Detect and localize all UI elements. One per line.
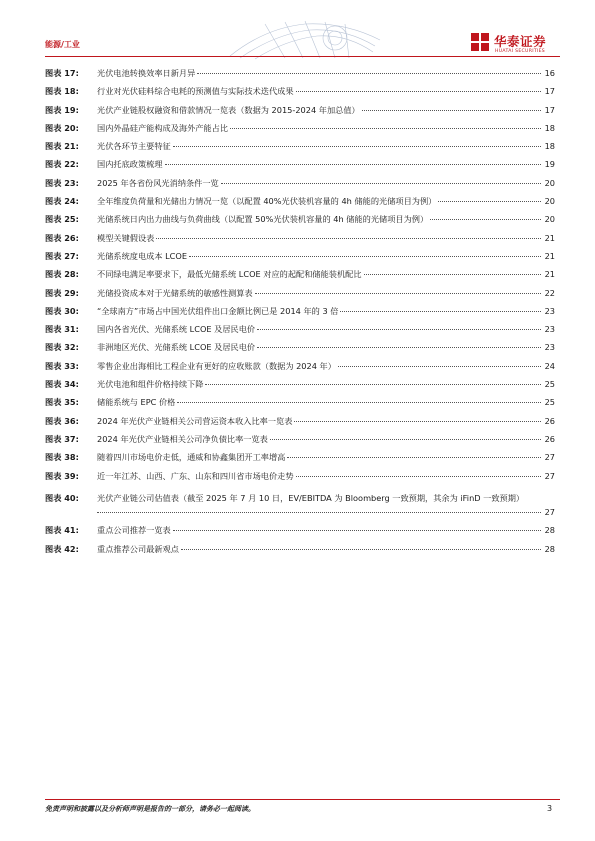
toc-label: 图表 20:	[45, 122, 79, 133]
toc-label: 图表 28:	[45, 269, 79, 280]
toc-entry[interactable]	[45, 306, 555, 324]
toc-leader	[338, 366, 541, 367]
toc-page: 20	[544, 214, 555, 225]
toc-page: 17	[544, 86, 555, 97]
toc-label: 图表 34:	[45, 379, 79, 390]
toc-entry[interactable]	[45, 105, 555, 123]
footer-divider	[45, 799, 560, 800]
toc-entry[interactable]	[45, 525, 555, 543]
toc-leader	[173, 530, 541, 531]
toc-entry[interactable]	[45, 86, 555, 104]
toc-title: 光伏电池和组件价格持续下降	[97, 379, 204, 390]
toc-label: 图表 18:	[45, 86, 79, 97]
toc-title: 2024 年光伏产业链相关公司净负债比率一览表	[97, 433, 268, 444]
header-decoration-icon	[225, 18, 385, 60]
toc-entry[interactable]	[45, 489, 555, 507]
toc-page: 20	[544, 177, 555, 188]
toc-leader	[181, 549, 541, 550]
toc-leader	[189, 256, 541, 257]
toc-leader	[156, 238, 541, 239]
toc-page: 18	[544, 141, 555, 152]
toc-label: 图表 26:	[45, 232, 79, 243]
toc-leader	[197, 73, 541, 74]
toc-title: 行业对光伏硅料综合电耗的预测值与实际技术迭代成果	[97, 86, 294, 97]
toc-page: 21	[544, 232, 555, 243]
toc-entry[interactable]	[45, 269, 555, 287]
toc-page: 23	[544, 342, 555, 353]
footer-disclaimer: 免责声明和披露以及分析师声明是报告的一部分，请务必一起阅读。	[45, 805, 255, 813]
toc-entry[interactable]	[45, 324, 555, 342]
toc-page: 23	[544, 305, 555, 316]
toc-leader	[430, 219, 541, 220]
toc-leader	[270, 439, 541, 440]
toc-entry[interactable]	[45, 251, 555, 269]
toc-title: 光伏电池转换效率日新月异	[97, 68, 196, 78]
toc-label: 图表 38:	[45, 452, 79, 463]
toc-leader	[257, 329, 541, 330]
toc-entry[interactable]	[45, 123, 555, 141]
toc-page: 20	[544, 196, 555, 207]
toc-entry[interactable]	[45, 452, 555, 470]
toc-title: 2024 年光伏产业链相关公司营运资本收入比率一览表	[97, 415, 293, 426]
toc-page: 27	[544, 452, 555, 463]
page-number: 3	[547, 804, 553, 813]
toc-leader	[97, 512, 541, 513]
toc-title: 模型关键假设表	[97, 232, 155, 243]
toc-leader	[257, 347, 541, 348]
toc-title: 零售企业出海相比工程企业有更好的应收账款（数据为 2024 年）	[97, 360, 336, 371]
toc-page: 27	[544, 470, 555, 481]
toc-label: 图表 25:	[45, 214, 79, 225]
toc-page: 25	[544, 397, 555, 408]
toc-page: 28	[544, 543, 555, 554]
toc-label: 图表 40:	[45, 492, 79, 503]
toc-leader	[294, 421, 541, 422]
toc-entry[interactable]	[45, 159, 555, 177]
toc-label: 图表 24:	[45, 196, 79, 207]
toc-entry[interactable]	[45, 342, 555, 360]
toc-leader	[364, 274, 541, 275]
toc-leader	[362, 110, 541, 111]
toc-title: 非洲地区光伏、光储系统 LCOE 及居民电价	[97, 342, 256, 353]
toc-title: 光伏产业链公司估值表（截至 2025 年 7 月 10 日，EV/EBITDA 为 Bloomberg 一致预期，其余为 iFinD 一致预期）	[97, 492, 525, 503]
toc-entry[interactable]	[45, 178, 555, 196]
toc-label: 图表 22:	[45, 159, 79, 170]
toc-page: 25	[544, 379, 555, 390]
toc-page: 21	[544, 250, 555, 261]
toc-entry[interactable]	[45, 233, 555, 251]
toc-title: 随着四川市场电价走低，通威和协鑫集团开工率增高	[97, 452, 286, 463]
logo-chinese-name: 华泰证券	[494, 34, 547, 49]
toc-leader	[177, 402, 541, 403]
header-divider	[45, 56, 560, 57]
toc-title: 2025 年各省份风光消纳条件一览	[97, 177, 219, 188]
toc-label: 图表 27:	[45, 250, 79, 261]
toc-page: 16	[544, 68, 555, 78]
toc-title: 重点公司推荐一览表	[97, 525, 171, 536]
toc-title: 光伏各环节主要特征	[97, 141, 171, 152]
toc-label: 图表 36:	[45, 415, 79, 426]
toc-leader	[221, 183, 541, 184]
toc-entry[interactable]	[45, 141, 555, 159]
toc-leader	[255, 293, 541, 294]
toc-title: 国内托底政策梳理	[97, 159, 163, 170]
logo-mark-icon	[470, 31, 490, 55]
toc-title: 重点推荐公司最新观点	[97, 543, 179, 554]
toc-page: 26	[544, 415, 555, 426]
toc-leader	[173, 146, 541, 147]
toc-label: 图表 39:	[45, 470, 79, 481]
toc-entry[interactable]	[45, 196, 555, 214]
toc-leader	[340, 311, 541, 312]
toc-leader	[287, 457, 541, 458]
toc-leader	[438, 201, 541, 202]
toc-title: 国内各省光伏、光储系统 LCOE 及居民电价	[97, 324, 256, 335]
logo-english-name: HUATAI SECURITIES	[495, 49, 546, 54]
toc-entry[interactable]	[45, 379, 555, 397]
toc-entry-continuation[interactable]	[45, 507, 555, 525]
toc-label: 图表 17:	[45, 68, 79, 78]
toc-title: 光储系统日内出力曲线与负荷曲线（以配置 50%光伏装机容量的 4h 储能的光储项目为例）	[97, 214, 429, 225]
toc-leader	[230, 128, 541, 129]
toc-entry[interactable]	[45, 434, 555, 452]
toc-page: 22	[544, 287, 555, 298]
toc-title: 光伏产业链股权融资和借款情况一览表（数据为 2015-2024 年加总值）	[97, 104, 360, 115]
toc-title: “全球南方”市场占中国光伏组件出口金额比例已是 2014 年的 3 倍	[97, 305, 339, 316]
toc-entry[interactable]	[45, 416, 555, 434]
toc-page: 18	[544, 122, 555, 133]
toc-page: 21	[544, 269, 555, 280]
toc-label: 图表 37:	[45, 433, 79, 444]
toc-label: 图表 23:	[45, 177, 79, 188]
toc-page: 26	[544, 433, 555, 444]
toc-leader	[296, 476, 541, 477]
toc-page: 17	[544, 104, 555, 115]
toc-page: 24	[544, 360, 555, 371]
toc-label: 图表 35:	[45, 397, 79, 408]
toc-label: 图表 42:	[45, 543, 79, 554]
toc-leader	[205, 384, 541, 385]
toc-entry[interactable]	[45, 397, 555, 415]
header-category: 能源/工业	[45, 40, 80, 49]
toc-label: 图表 29:	[45, 287, 79, 298]
toc-page: 23	[544, 324, 555, 335]
toc-title: 全年维度负荷量和光储出力情况一览（以配置 40%光伏装机容量的 4h 储能的光储项目为例）	[97, 196, 437, 207]
toc-label: 图表 30:	[45, 305, 79, 316]
toc-label: 图表 33:	[45, 360, 79, 371]
toc-title: 光储系统度电成本 LCOE	[97, 250, 187, 261]
toc-entry[interactable]	[45, 544, 555, 562]
toc-label: 图表 31:	[45, 324, 79, 335]
toc-title: 储能系统与 EPC 价格	[97, 397, 176, 408]
toc-page: 28	[544, 525, 555, 536]
table-of-figures	[45, 68, 555, 562]
toc-entry[interactable]	[45, 288, 555, 306]
toc-title: 国内外晶硅产能构成及海外产能占比	[97, 122, 229, 133]
toc-title: 光储投资成本对于光储系统的敏感性测算表	[97, 287, 253, 298]
toc-leader	[165, 164, 541, 165]
toc-page: 27	[544, 507, 555, 518]
toc-label: 图表 19:	[45, 104, 79, 115]
toc-label: 图表 32:	[45, 342, 79, 353]
toc-title: 不同绿电满足率要求下，最低光储系统 LCOE 对应的起配和储能装机配比	[97, 269, 362, 280]
toc-page: 19	[544, 159, 555, 170]
toc-entry[interactable]	[45, 214, 555, 232]
toc-entry[interactable]	[45, 68, 555, 86]
toc-entry[interactable]	[45, 471, 555, 489]
toc-label: 图表 21:	[45, 141, 79, 152]
toc-title: 近一年江苏、山西、广东、山东和四川省市场电价走势	[97, 470, 294, 481]
toc-label: 图表 41:	[45, 525, 79, 536]
toc-entry[interactable]	[45, 361, 555, 379]
toc-leader	[296, 91, 541, 92]
